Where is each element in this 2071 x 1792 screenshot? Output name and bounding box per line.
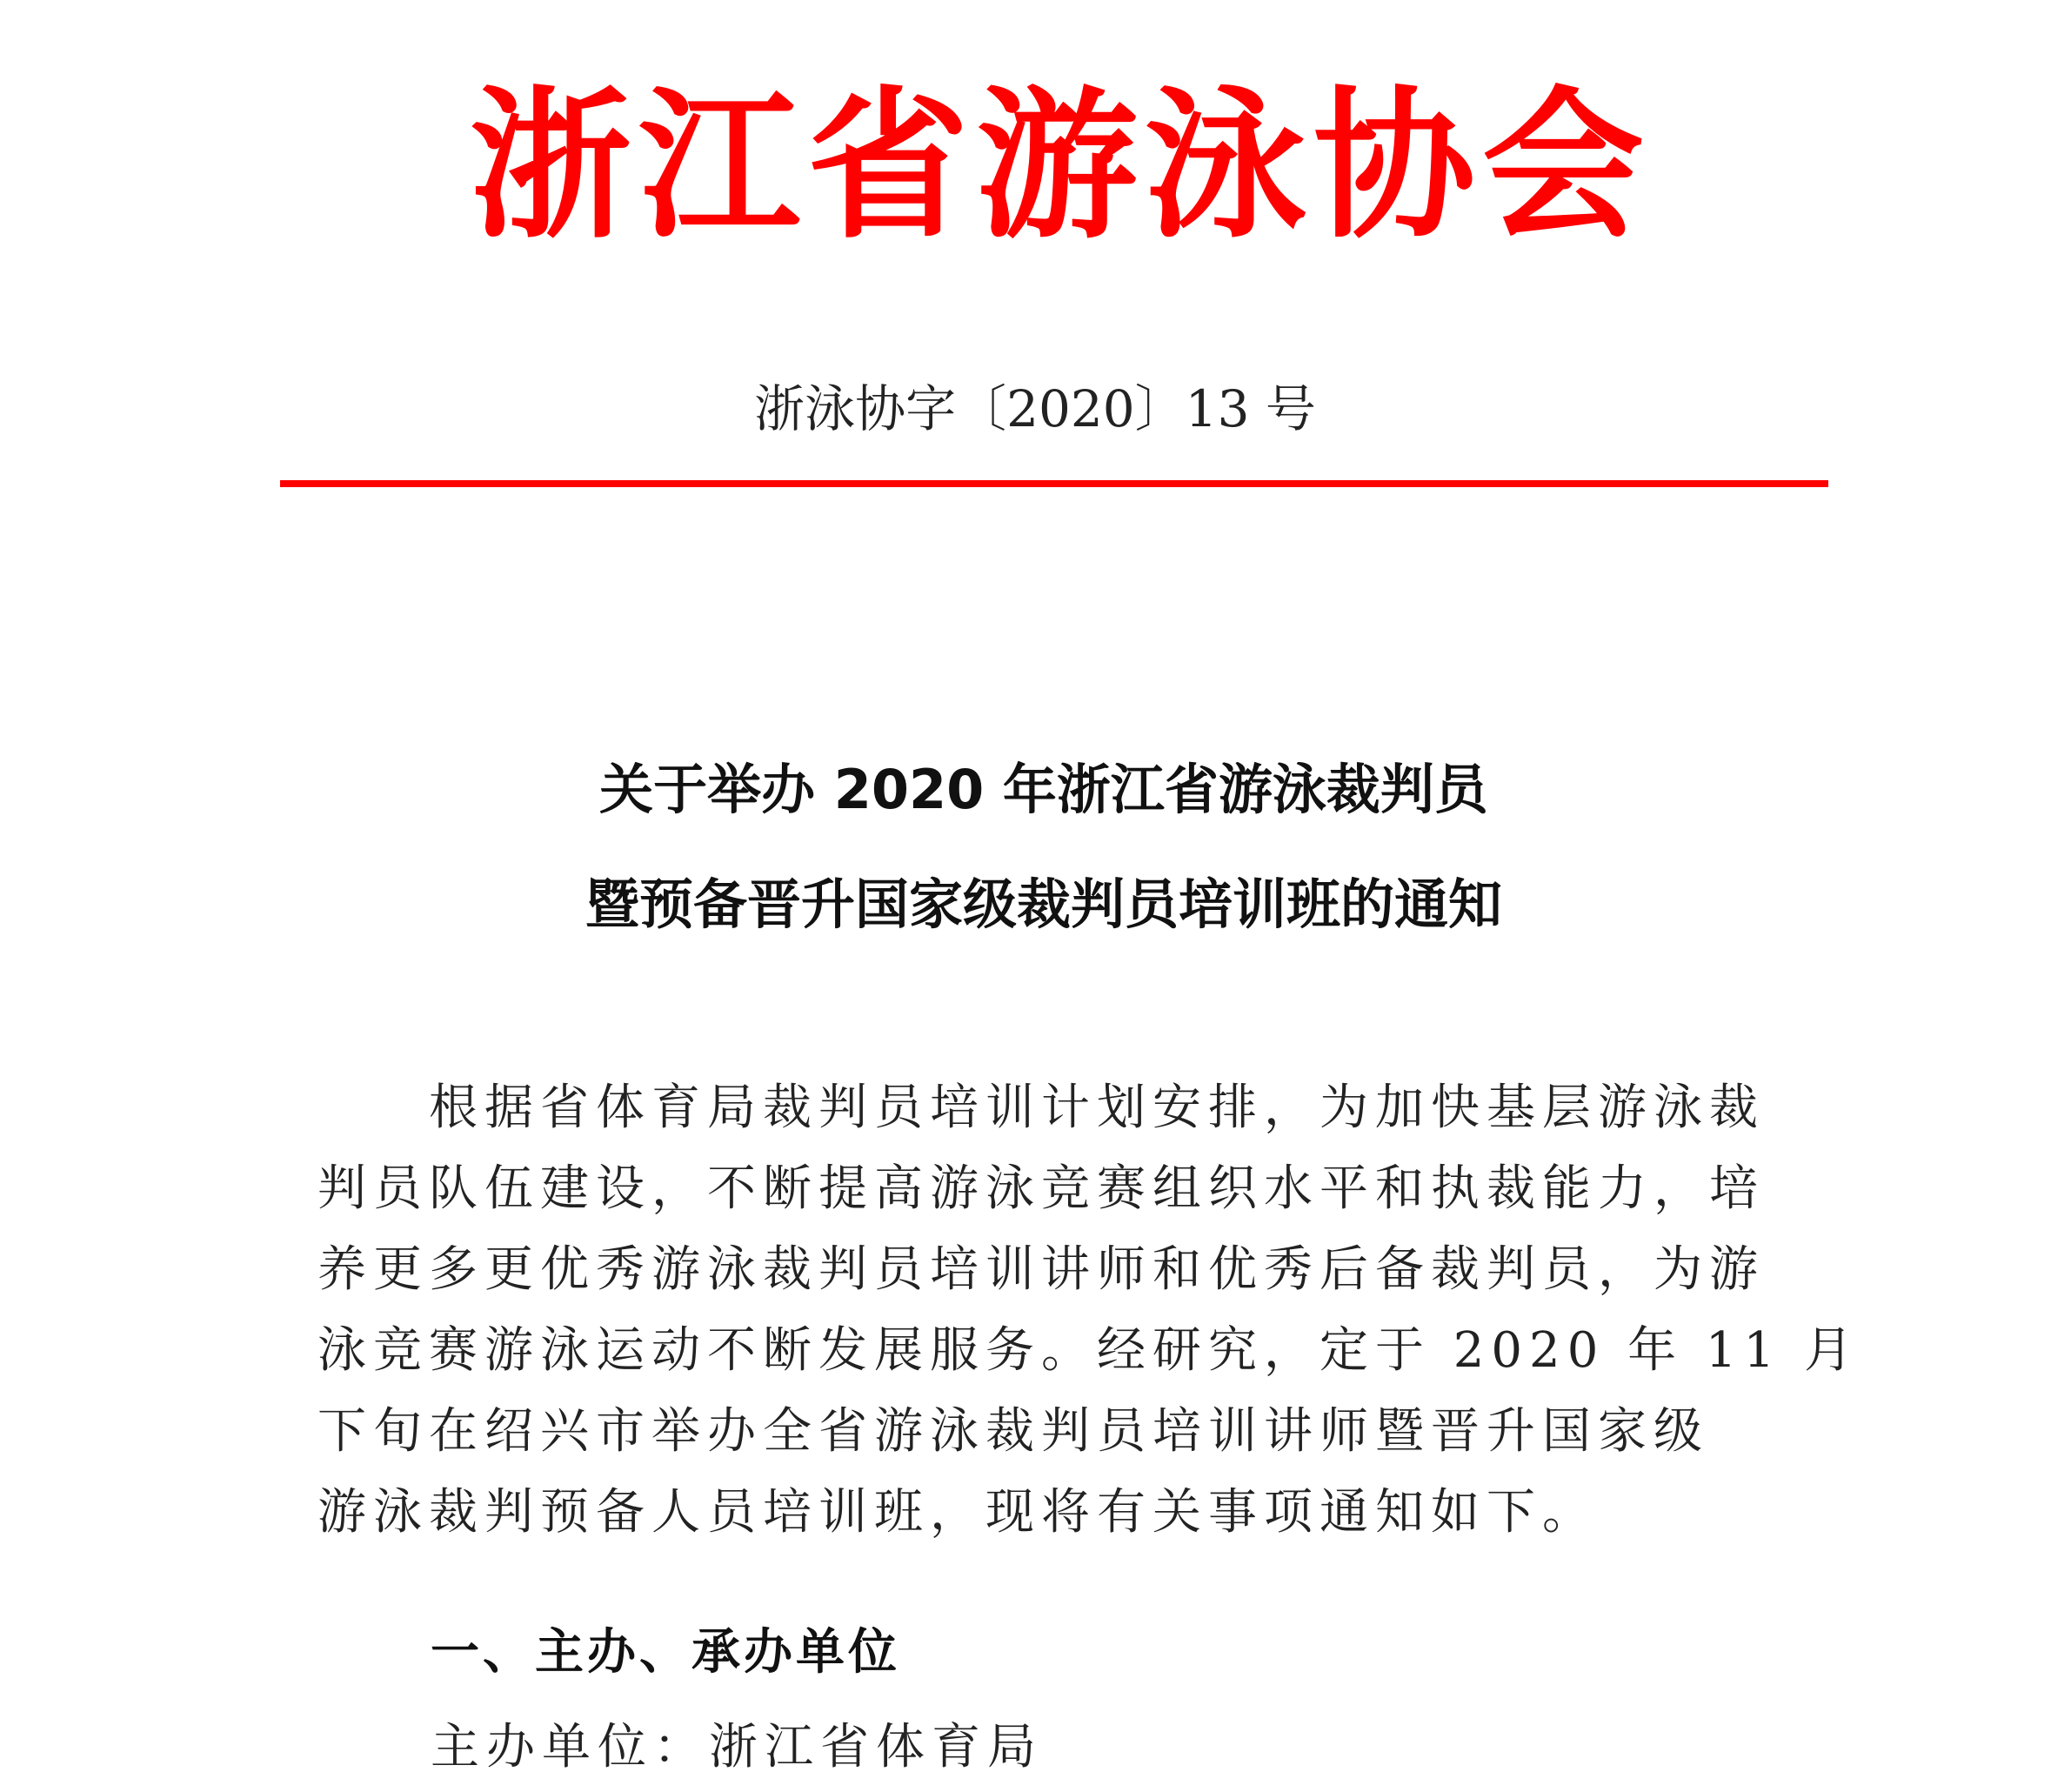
- section-heading-organizers: 一、主办、承办单位: [431, 1624, 900, 1681]
- notice-title-line-2: 暨预备晋升国家级裁判员培训班的通知: [585, 873, 1502, 936]
- body-paragraph-line-6: 游泳裁判预备人员培训班，现将有关事项通知如下。: [317, 1484, 1598, 1541]
- notice-title-line-1: 关于举办 2020 年浙江省游泳裁判员: [599, 758, 1488, 821]
- body-paragraph-line-2: 判员队伍建设，不断提高游泳竞赛组织水平和执裁能力，培: [317, 1160, 1765, 1217]
- document-number: 浙泳协字〔2020〕13 号: [754, 379, 1316, 438]
- body-paragraph-line-3: 养更多更优秀游泳裁判员培训讲师和优秀后备裁判员，为游: [317, 1241, 1765, 1298]
- body-paragraph-line-1: 根据省体育局裁判员培训计划安排，为加快基层游泳裁: [317, 1080, 1765, 1136]
- body-paragraph-line-4: 泳竞赛游泳运动不断发展服务。经研究，定于 2020 年 11 月: [317, 1322, 1860, 1379]
- body-paragraph-line-5: 下旬在绍兴市举办全省游泳裁判员培训讲师暨晋升国家级: [317, 1403, 1709, 1460]
- red-divider-line: [280, 480, 1828, 487]
- organization-header: 浙江省游泳协会: [470, 70, 1652, 260]
- host-organization-line: 主办单位：浙江省体育局: [431, 1719, 1043, 1775]
